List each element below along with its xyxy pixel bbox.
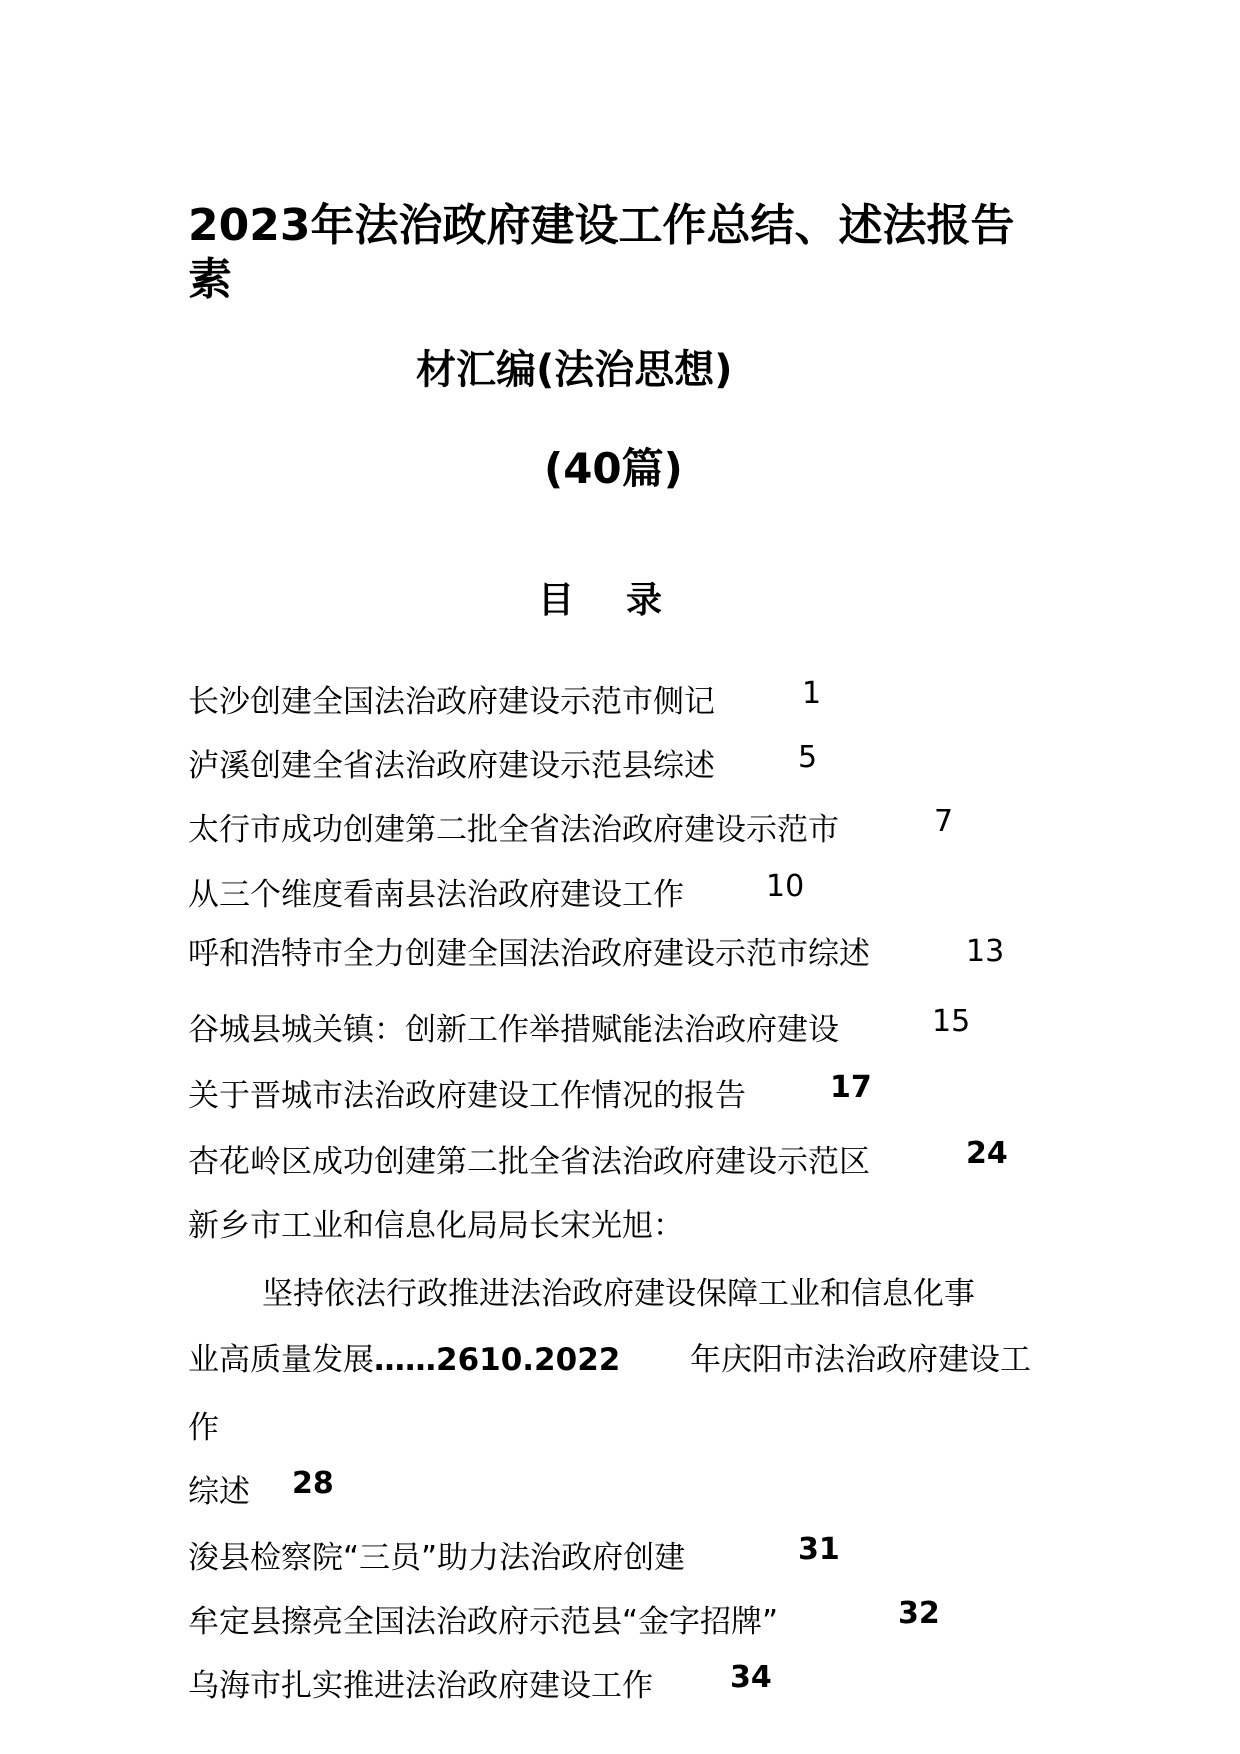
toc-entry-text: 谷城县城关镇：创新工作举措赋能法治政府建设 (188, 1012, 839, 1048)
toc-entry-text: 呼和浩特市全力创建全国法治政府建设示范市综述 (188, 936, 870, 972)
document-title-wrap: 素 (188, 254, 232, 305)
toc-entry-text: 从三个维度看南县法治政府建设工作 (188, 877, 684, 913)
toc-entry-page: 15 (932, 1004, 971, 1039)
toc-entry-page: 31 (798, 1532, 840, 1567)
toc-entry-text: 长沙创建全国法治政府建设示范市侧记 (188, 684, 715, 720)
toc-entry-text: 作 (188, 1410, 219, 1446)
toc-entry-page: 24 (966, 1136, 1008, 1171)
toc-entry-page: 1 (802, 676, 822, 711)
toc-entry-text: 坚持依法行政推进法治政府建设保障工业和信息化事 (262, 1276, 975, 1312)
toc-entry-page: 17 (830, 1070, 872, 1105)
toc-entry-text: 综述 (188, 1474, 250, 1510)
toc-entry-page: 13 (966, 934, 1005, 969)
toc-entry-text: 浚县检察院“三员”助力法治政府创建 (188, 1540, 686, 1576)
document-title-line-3: (40篇) (544, 444, 683, 493)
toc-entry-lead: 业高质量发展 (188, 1342, 374, 1378)
toc-entry-bold: ……2610.2022 (374, 1342, 621, 1378)
toc-heading: 目录 (538, 580, 715, 621)
document-title-line-2: 材汇编(法治思想) (416, 347, 733, 393)
toc-entry-text: 乌海市扎实推进法治政府建设工作 (188, 1668, 653, 1704)
toc-entry-text: 太行市成功创建第二批全省法治政府建设示范市 (188, 812, 839, 848)
toc-entry-text: 关于晋城市法治政府建设工作情况的报告 (188, 1078, 746, 1114)
toc-entry-text: 年庆阳市法治政府建设工 (690, 1342, 1031, 1378)
toc-entry-page: 7 (934, 804, 954, 839)
toc-entry-text (188, 1334, 620, 1379)
toc-entry-page: 28 (292, 1466, 334, 1501)
toc-entry-text: 牟定县擦亮全国法治政府示范县“金字招牌” (188, 1604, 779, 1640)
title-line-1-visible: 2023年法治政府建设工作总结、述法报告 (188, 200, 1015, 251)
toc-entry-text: 杏花岭区成功创建第二批全省法治政府建设示范区 (188, 1144, 870, 1180)
toc-entry-page: 5 (798, 740, 818, 775)
toc-entry-page: 34 (730, 1660, 772, 1695)
toc-entry-text: 新乡市工业和信息化局局长宋光旭： (188, 1208, 684, 1244)
toc-entry-page: 10 (766, 869, 805, 904)
toc-entry-page: 32 (898, 1596, 940, 1631)
toc-entry-text: 泸溪创建全省法治政府建设示范县综述 (188, 748, 715, 784)
document-title-line-1 (188, 200, 1014, 252)
